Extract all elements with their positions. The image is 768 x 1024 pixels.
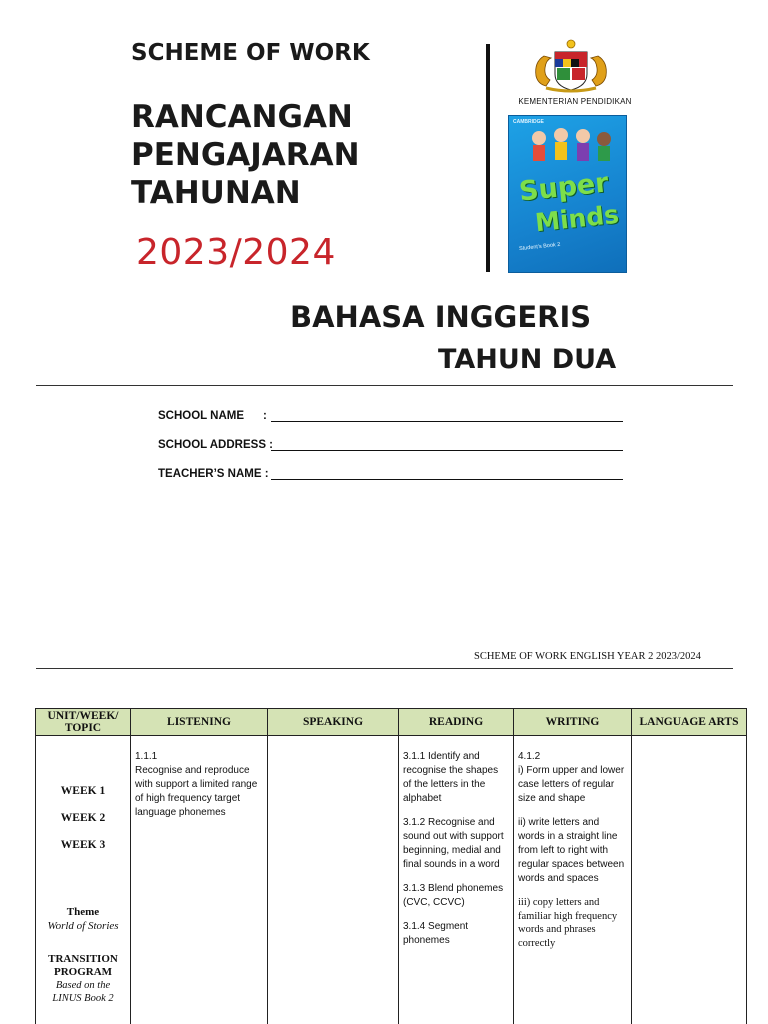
- theme-value: World of Stories: [47, 920, 119, 932]
- school-name-separator: :: [263, 410, 267, 422]
- reading-standard: 3.1.1 Identify and recognise the shapes of the letters in the alphabet: [403, 751, 499, 804]
- ministry-name: KEMENTERIAN PENDIDIKAN: [518, 97, 632, 106]
- column-header-unit: UNIT/WEEK/ TOPIC: [36, 709, 131, 736]
- column-header-writing: WRITING: [514, 709, 632, 736]
- school-address-field[interactable]: [271, 439, 623, 451]
- listening-standard-code: 1.1.1: [135, 751, 158, 762]
- table-header-row: [36, 709, 747, 736]
- scheme-of-work-heading: SCHEME OF WORK: [131, 40, 370, 66]
- coat-of-arms-icon: [524, 38, 618, 94]
- book-title-minds: Minds: [533, 199, 621, 238]
- title-line: PENGAJARAN: [131, 137, 360, 173]
- reading-cell: [399, 736, 514, 1024]
- grade-title: TAHUN DUA: [438, 344, 617, 375]
- scheme-of-work-table: [35, 708, 747, 1024]
- book-title-super: Super: [517, 167, 610, 208]
- column-header-listening: LISTENING: [131, 709, 268, 736]
- unit-week-topic-cell: [36, 736, 131, 1024]
- title-line: TAHUNAN: [131, 175, 301, 211]
- based-on-text: LINUS Book 2: [52, 993, 114, 1004]
- school-name-label: SCHOOL NAME: [158, 410, 245, 422]
- week-label: WEEK 1: [60, 785, 106, 797]
- writing-cell: [514, 736, 632, 1024]
- teacher-name-row: [158, 468, 623, 480]
- listening-cell: [131, 736, 268, 1024]
- writing-standard-code: 4.1.2: [518, 751, 541, 762]
- school-address-row: [158, 439, 623, 451]
- week-label: WEEK 3: [60, 839, 106, 851]
- teacher-name-field[interactable]: [271, 468, 623, 480]
- reading-standard: 3.1.3 Blend phonemes (CVC, CCVC): [403, 883, 504, 908]
- column-header-language-arts: LANGUAGE ARTS: [632, 709, 747, 736]
- children-illustration-icon: [509, 124, 627, 164]
- program-label: PROGRAM: [53, 966, 113, 978]
- textbook-cover: [508, 115, 627, 273]
- subject-title: BAHASA INGGERIS: [290, 300, 592, 334]
- running-header: SCHEME OF WORK ENGLISH YEAR 2 2023/2024: [474, 651, 701, 662]
- school-name-row: [158, 410, 623, 422]
- writing-standard: ii) write letters and words in a straight line from left to right with regular spaces between words and spaces: [518, 817, 625, 884]
- reading-standard: 3.1.2 Recognise and sound out with support beginning, medial and final sounds in a word: [403, 817, 504, 870]
- teacher-name-label: TEACHER’S NAME :: [158, 468, 269, 480]
- language-arts-cell: [632, 736, 747, 1024]
- column-header-speaking: SPEAKING: [268, 709, 399, 736]
- table-row: [36, 736, 747, 1024]
- speaking-cell: [268, 736, 399, 1024]
- school-name-field[interactable]: [271, 410, 623, 422]
- listening-standard-text: Recognise and reproduce with support a limited range of high frequency target language phonemes: [135, 765, 258, 818]
- school-address-label: SCHOOL ADDRESS :: [158, 439, 274, 451]
- academic-year: 2023/2024: [136, 232, 336, 273]
- column-header-reading: READING: [399, 709, 514, 736]
- section-divider: [36, 385, 733, 386]
- program-label: TRANSITION: [48, 953, 118, 965]
- vertical-divider: [486, 44, 490, 272]
- header-divider: [36, 668, 733, 669]
- based-on-text: Based on the: [55, 980, 111, 991]
- title-line: RANCANGAN: [131, 99, 353, 135]
- document-title: [131, 98, 360, 212]
- writing-standard: i) Form upper and lower case letters of regular size and shape: [518, 765, 625, 804]
- book-publisher: CAMBRIDGE: [513, 119, 544, 125]
- book-subtitle: Student's Book 2: [518, 241, 561, 253]
- week-label: WEEK 2: [60, 812, 106, 824]
- theme-label: Theme: [66, 906, 100, 918]
- reading-standard: 3.1.4 Segment phonemes: [403, 921, 469, 946]
- writing-standard: iii) copy letters and familiar high frequency words and phrases correctly: [518, 897, 618, 949]
- speaking-text: [268, 736, 398, 744]
- language-arts-text: [632, 736, 746, 744]
